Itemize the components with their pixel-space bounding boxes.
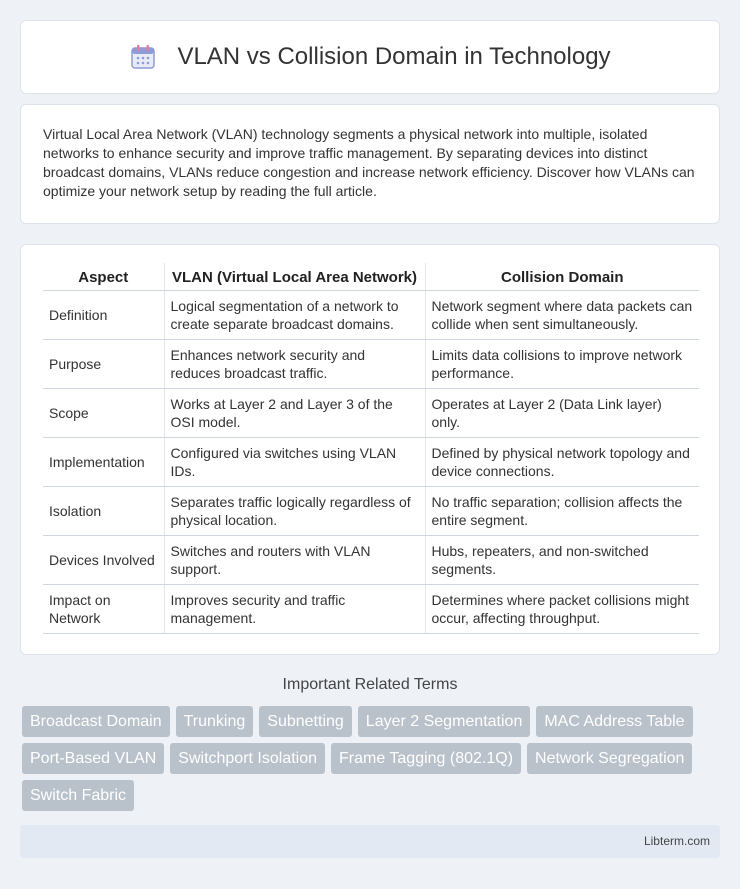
comparison-table-card	[20, 244, 720, 655]
related-term-tag[interactable]: Port-Based VLAN	[22, 743, 164, 774]
table-row	[43, 389, 699, 438]
comparison-table	[43, 263, 699, 634]
aspect-cell: Definition	[43, 291, 164, 340]
related-terms-list	[22, 706, 722, 817]
collision-domain-cell: Determines where packet collisions might occur, affecting throughput.	[425, 585, 699, 634]
column-header-vlan: VLAN (Virtual Local Area Network)	[164, 263, 425, 291]
related-term-tag[interactable]: Subnetting	[259, 706, 352, 737]
vlan-cell: Configured via switches using VLAN IDs.	[164, 438, 425, 487]
collision-domain-cell: Defined by physical network topology and device connections.	[425, 438, 699, 487]
collision-domain-cell: Operates at Layer 2 (Data Link layer) only.	[425, 389, 699, 438]
table-row	[43, 487, 699, 536]
table-row	[43, 438, 699, 487]
related-term-tag[interactable]: MAC Address Table	[536, 706, 692, 737]
vlan-cell: Logical segmentation of a network to create separate broadcast domains.	[164, 291, 425, 340]
collision-domain-cell: No traffic separation; collision affects the entire segment.	[425, 487, 699, 536]
related-terms-title: Important Related Terms	[282, 676, 458, 693]
table-header-row	[43, 263, 699, 291]
aspect-cell: Impact on Network	[43, 585, 164, 634]
collision-domain-cell: Network segment where data packets can collide when sent simultaneously.	[425, 291, 699, 340]
footer-site-link[interactable]: Libterm.com	[643, 834, 710, 848]
table-row	[43, 340, 699, 389]
header-card	[20, 20, 720, 94]
calendar-icon	[129, 43, 157, 71]
vlan-cell: Enhances network security and reduces broadcast traffic.	[164, 340, 425, 389]
vlan-cell: Switches and routers with VLAN support.	[164, 536, 425, 585]
vlan-cell: Separates traffic logically regardless of physical location.	[164, 487, 425, 536]
related-term-tag[interactable]: Layer 2 Segmentation	[358, 706, 531, 737]
related-term-tag[interactable]: Frame Tagging (802.1Q)	[331, 743, 521, 774]
aspect-cell: Scope	[43, 389, 164, 438]
aspect-cell: Devices Involved	[43, 536, 164, 585]
intro-paragraph: Virtual Local Area Network (VLAN) technology segments a physical network into multiple, isolated networks to enhance security and improve traffic management. By separating devices into distinct broadcast domains, VLANs reduce congestion and increase network efficiency. Discover how VLANs can optimize your network setup by reading the full article.	[43, 126, 695, 199]
collision-domain-cell: Hubs, repeaters, and non-switched segments.	[425, 536, 699, 585]
aspect-cell: Purpose	[43, 340, 164, 389]
related-term-tag[interactable]: Switch Fabric	[22, 780, 134, 811]
column-header-collision-domain: Collision Domain	[425, 263, 699, 291]
aspect-cell: Implementation	[43, 438, 164, 487]
page-title: VLAN vs Collision Domain in Technology	[177, 43, 611, 70]
related-term-tag[interactable]: Broadcast Domain	[22, 706, 170, 737]
vlan-cell: Improves security and traffic management.	[164, 585, 425, 634]
table-row	[43, 291, 699, 340]
intro-card	[20, 104, 720, 224]
related-term-tag[interactable]: Network Segregation	[527, 743, 692, 774]
collision-domain-cell: Limits data collisions to improve network performance.	[425, 340, 699, 389]
related-term-tag[interactable]: Trunking	[176, 706, 254, 737]
table-row	[43, 536, 699, 585]
footer	[20, 825, 720, 858]
vlan-cell: Works at Layer 2 and Layer 3 of the OSI model.	[164, 389, 425, 438]
aspect-cell: Isolation	[43, 487, 164, 536]
table-row	[43, 585, 699, 634]
related-term-tag[interactable]: Switchport Isolation	[170, 743, 325, 774]
column-header-aspect: Aspect	[43, 263, 164, 291]
